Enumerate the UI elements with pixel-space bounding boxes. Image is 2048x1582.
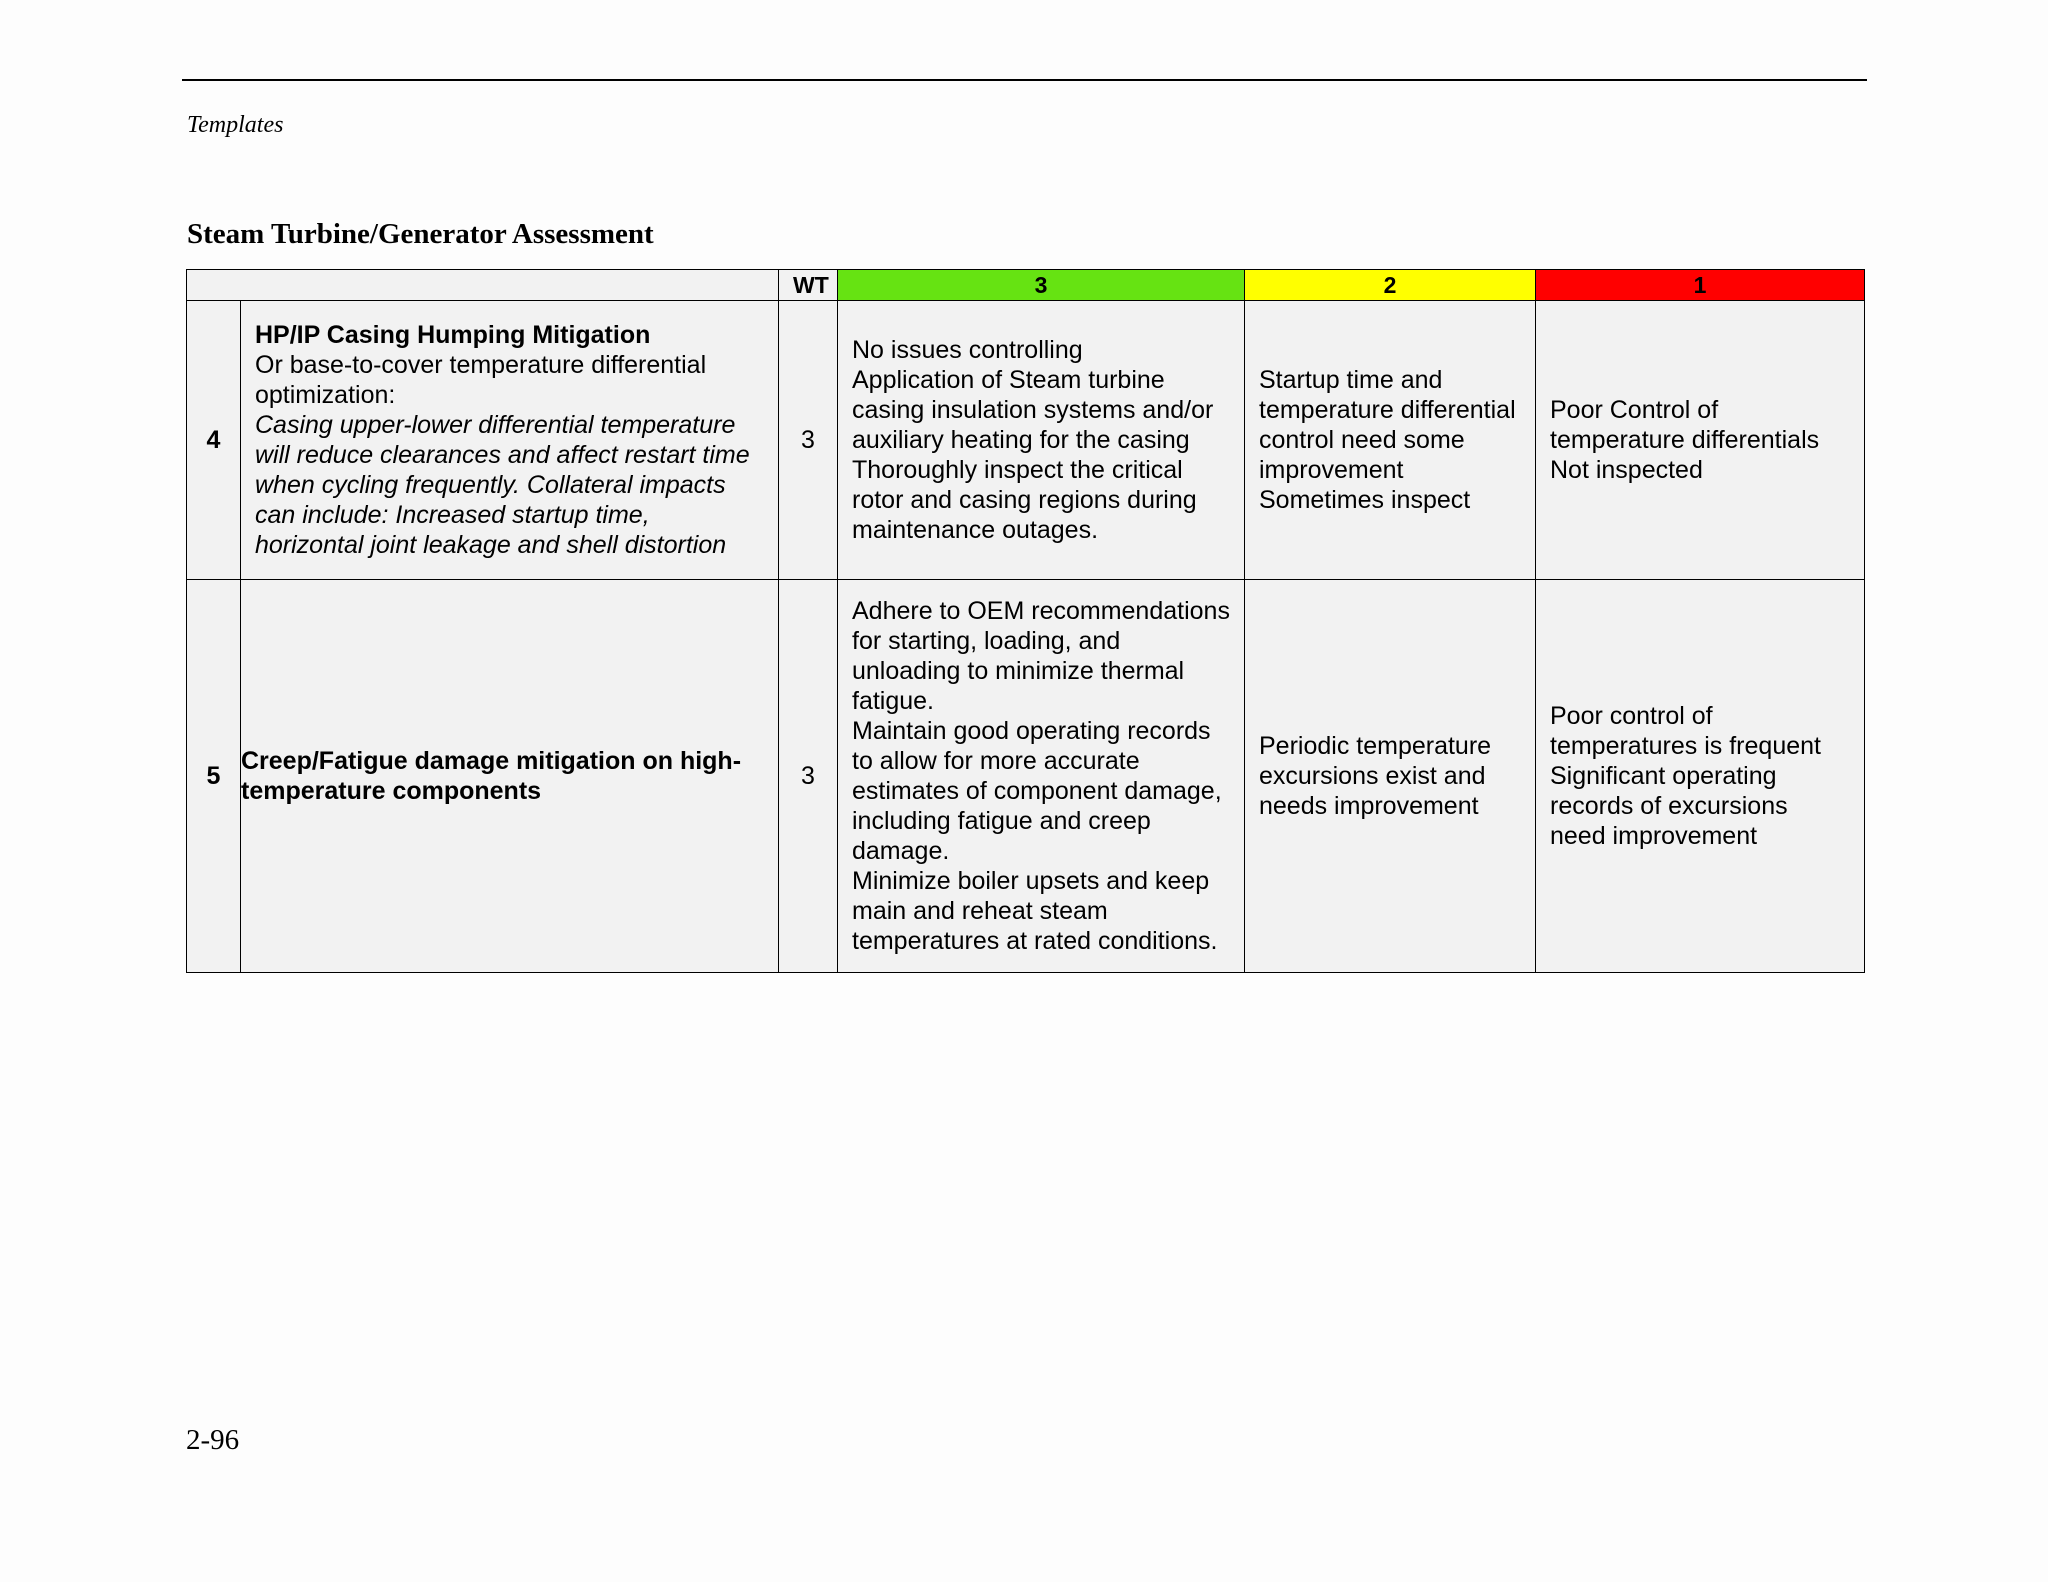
row-item-cell [241,301,779,580]
page-number: 2-96 [186,1424,240,1456]
score-1-line: Poor control of temperatures is frequent [1550,702,1821,760]
score-3-line: Thoroughly inspect the critical rotor and casing regions during maintenance outages. [852,456,1197,544]
score-1-line: Poor Control of temperature differentials [1550,396,1820,454]
score-1-line: Significant operating records of excursions need improvement [1550,762,1788,850]
header-wt: WT [779,270,838,301]
item-title: Creep/Fatigue damage mitigation on high-temperature components [241,747,742,805]
score-3-cell [838,301,1245,580]
score-2-cell [1245,301,1536,580]
row-weight: 3 [779,580,838,973]
score-2-line: Periodic temperature excursions exist and needs improvement [1259,732,1492,820]
score-2-line: Sometimes inspect [1259,486,1471,514]
score-3-line: Application of Steam turbine casing insulation systems and/or auxiliary heating for the casing [852,366,1214,454]
header-blank-cell [187,270,779,301]
score-1-cell [1536,580,1865,973]
running-header: Templates [187,112,284,138]
assessment-table [186,269,1865,973]
row-item-cell [241,580,779,973]
score-3-line: Maintain good operating records to allow for more accurate estimates of component damage, including fatigue and creep damage. [852,717,1222,865]
score-1-line: Not inspected [1550,456,1703,484]
row-number: 4 [187,301,241,580]
header-score-1: 1 [1536,270,1865,301]
score-1-cell [1536,301,1865,580]
score-2-line: Startup time and temperature differential control need some improvement [1259,366,1516,484]
score-3-line: Adhere to OEM recommendations for starting, loading, and unloading to minimize thermal fatigue. [852,597,1230,715]
item-title: HP/IP Casing Humping Mitigation [255,321,651,349]
score-2-cell [1245,580,1536,973]
score-3-line: Minimize boiler upsets and keep main and reheat steam temperatures at rated conditions. [852,867,1218,955]
table-row [187,580,1865,973]
header-score-3: 3 [838,270,1245,301]
table-header-row [187,270,1865,301]
item-note: Casing upper-lower differential temperature will reduce clearances and affect restart time when cycling frequently. Collateral impacts can include: Increased startup time, horizontal joint leakage and shell distortion [255,411,750,559]
row-weight: 3 [779,301,838,580]
table-row [187,301,1865,580]
header-score-2: 2 [1245,270,1536,301]
page-title: Steam Turbine/Generator Assessment [187,218,654,250]
score-3-cell [838,580,1245,973]
item-subtitle-line: optimization: [255,381,396,409]
score-3-line: No issues controlling [852,336,1083,364]
header-rule [182,79,1867,81]
item-subtitle-line: Or base-to-cover temperature differential [255,351,707,379]
row-number: 5 [187,580,241,973]
